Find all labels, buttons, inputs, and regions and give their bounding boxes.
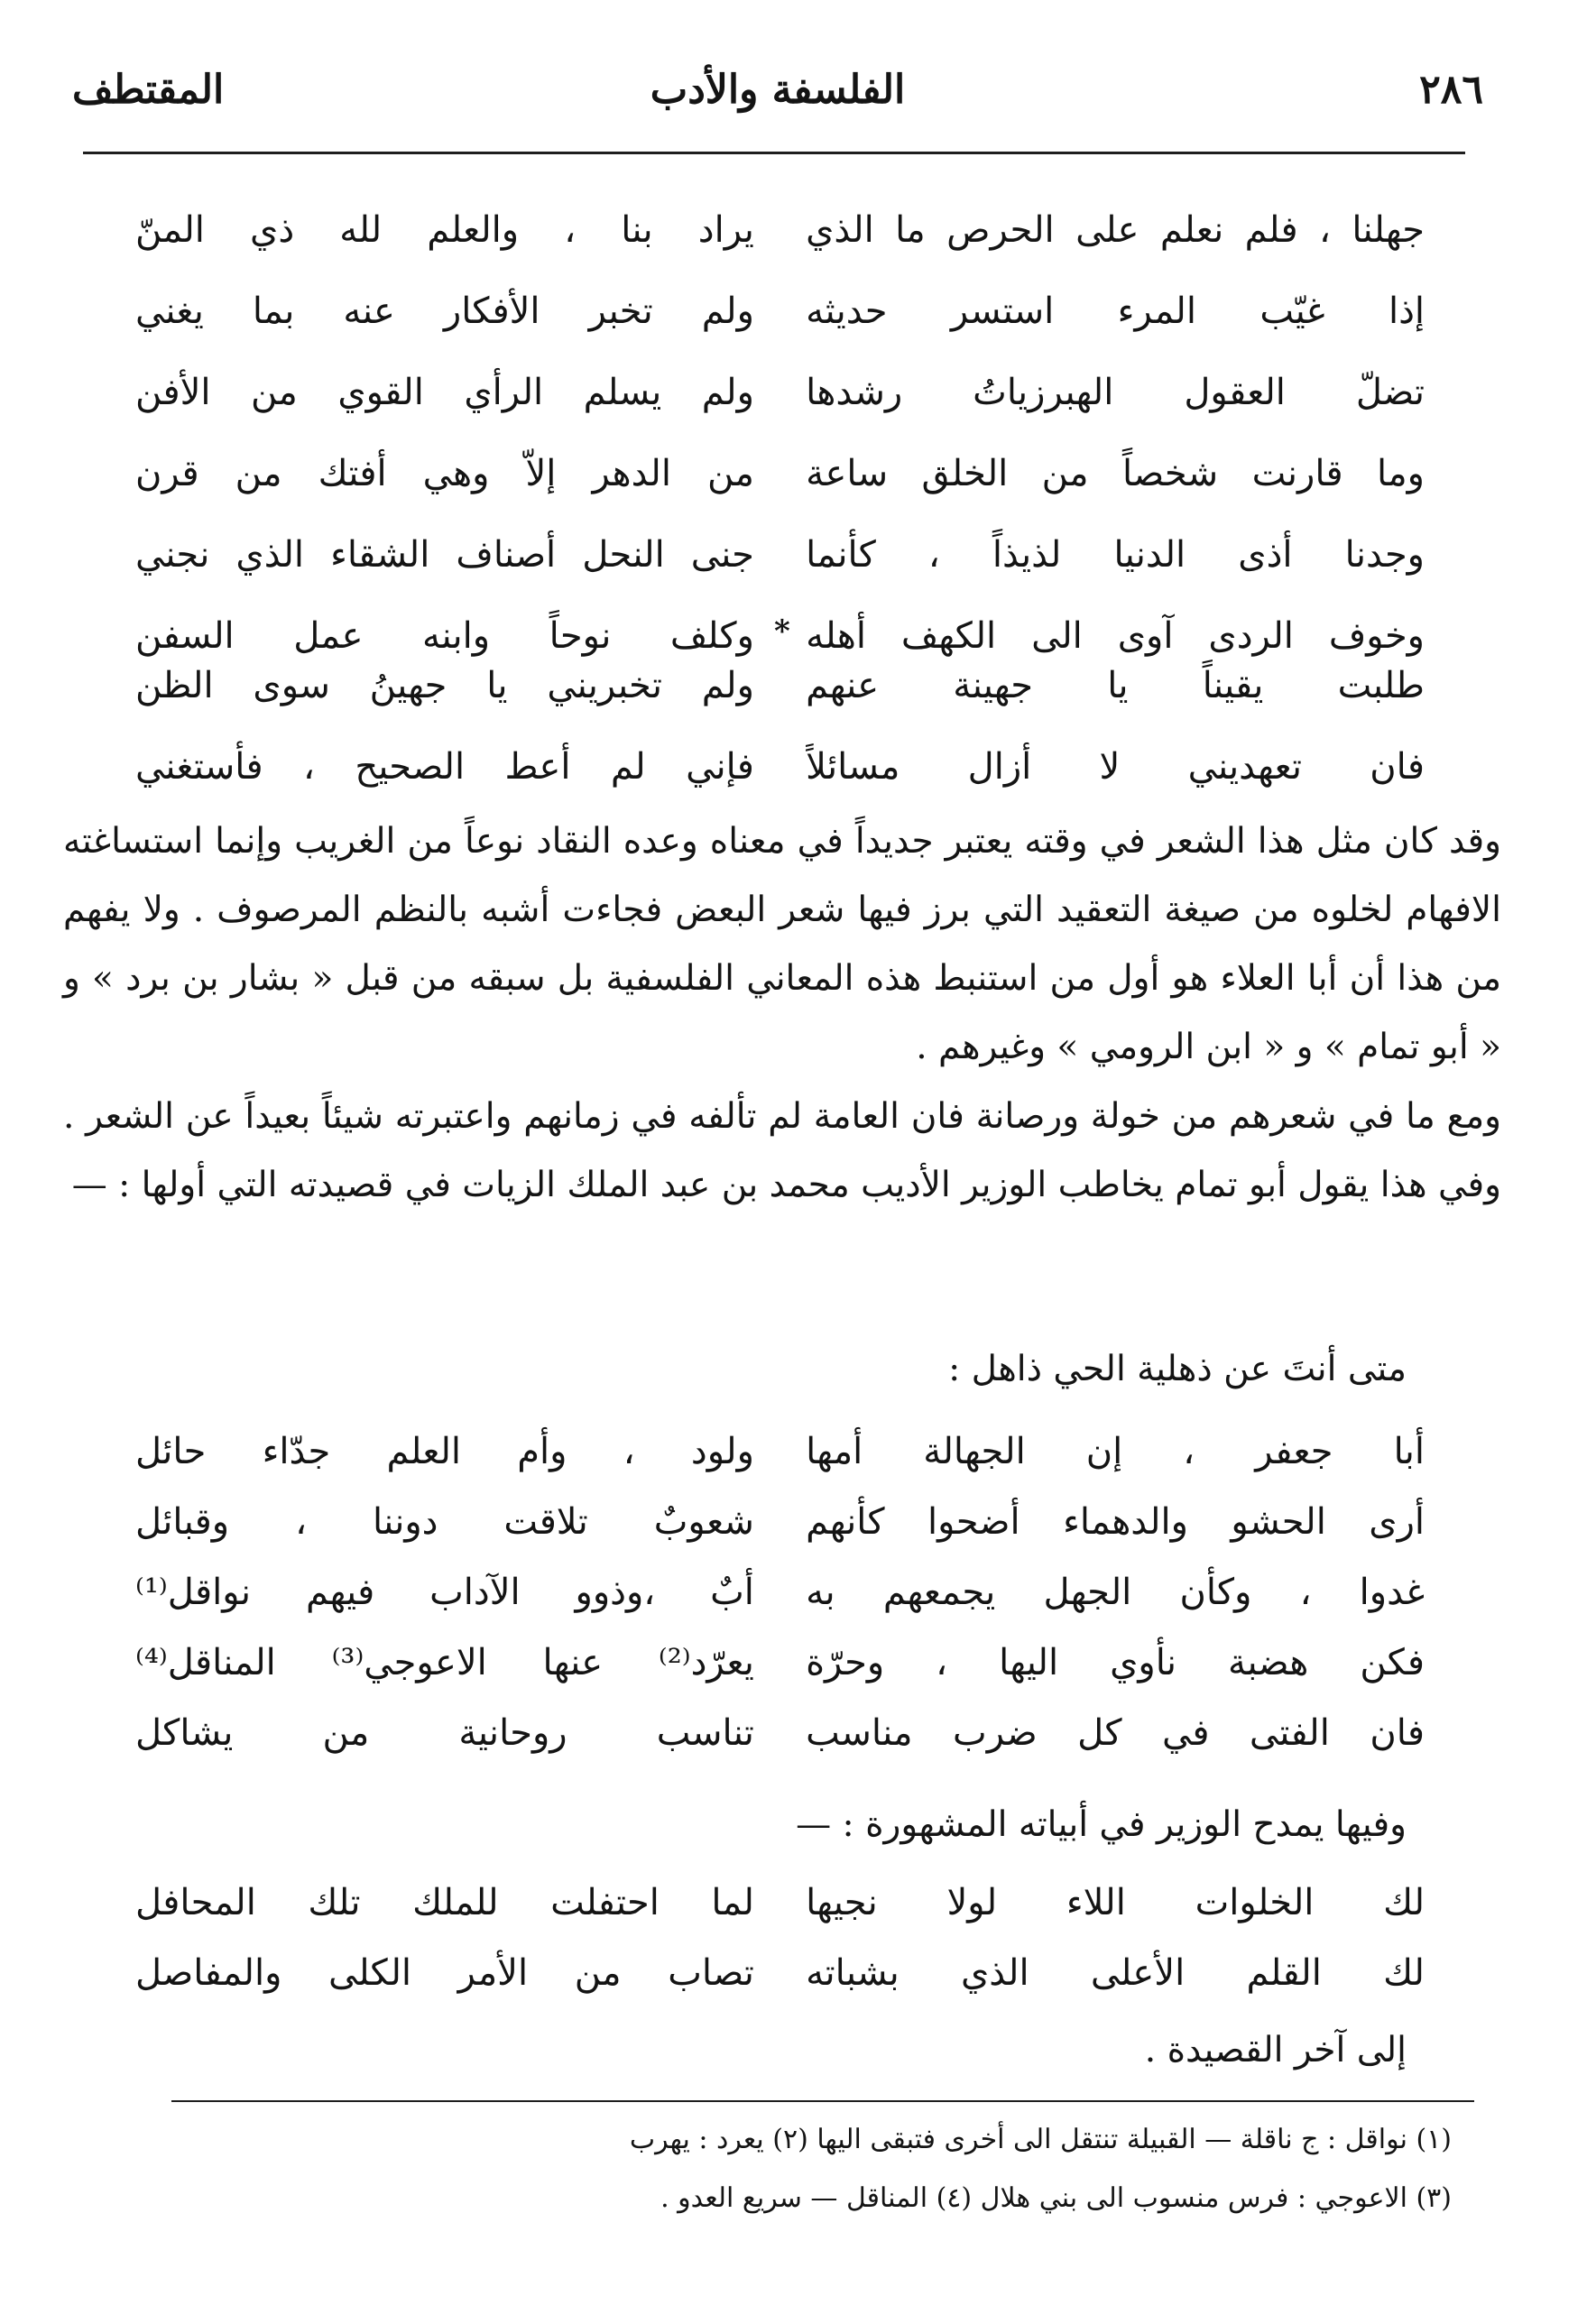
intro-line: وفيها يمدح الوزير في أبياته المشهورة : — xyxy=(796,1804,1407,1845)
footnote-rule xyxy=(171,2100,1474,2102)
first-hemistich: فان تعهديني لا أزال مسائلاً xyxy=(806,746,1425,788)
first-hemistich: جهلنا ، فلم نعلم على الحرص ما الذي xyxy=(806,209,1425,251)
second-hemistich: ولم يسلم الرأي القوي من الأفن xyxy=(135,372,754,413)
prose-paragraph-2 xyxy=(63,1083,1501,1220)
footnote-line: (٣) الاعوجي : فرس منسوب الى بني هلال (٤) المناقل — سريع العدو . xyxy=(660,2182,1452,2214)
second-hemistich: ولود ، وأم العلم جدّاء حائل xyxy=(135,1431,754,1472)
first-hemistich: لك القلم الأعلى الذي بشباته xyxy=(806,1952,1425,1994)
second-hemistich: تصاب من الأمر الكلى والمفاصل xyxy=(135,1952,754,1994)
first-hemistich: إذا غيّب المرء استسر حديثه xyxy=(806,290,1425,332)
verse xyxy=(135,1557,1425,1628)
poem-block-2 xyxy=(135,645,1425,807)
verse xyxy=(135,352,1425,433)
second-hemistich: لما احتفلت للملك تلك المحافل xyxy=(135,1882,754,1923)
second-hemistich: وكلف نوحاً وابنه عمل السفن xyxy=(135,615,754,657)
verse xyxy=(135,645,1425,726)
verse xyxy=(135,433,1425,514)
first-hemistich: غدوا ، وكأن الجهل يجمعهم به xyxy=(806,1572,1425,1613)
paragraph-text: ومع ما في شعرهم من خولة ورصانة فان العامة لم تألفه في زمانهم واعتبرته شيئاً بعيداً عن الشعر . وفي هذا يقول أبو تمام يخاطب الوزير الأديب محمد بن عبد الملك الزيات في قصيدته التي أولها : — xyxy=(63,1096,1501,1205)
first-hemistich: لك الخلوات اللاء لولا نجيها xyxy=(806,1882,1425,1923)
verse xyxy=(135,1938,1425,2008)
first-hemistich: وخوف الردى آوى الى الكهف أهله xyxy=(806,615,1425,657)
footnote-line: (١) نواقل : ج ناقلة — القبيلة تنتقل الى أخرى فتبقى اليها (٢) يعرد : يهرب xyxy=(629,2124,1452,2155)
first-hemistich: وما قارنت شخصاً من الخلق ساعة xyxy=(806,453,1425,494)
verse xyxy=(135,726,1425,807)
first-hemistich: وجدنا أذى الدنيا لذيذاً ، كأنما xyxy=(806,534,1425,576)
first-hemistich: طلبت يقيناً يا جهينة عنهم xyxy=(806,665,1425,706)
verse xyxy=(135,271,1425,352)
verse xyxy=(135,1868,1425,1938)
asterisk-mark: * xyxy=(774,613,790,650)
verse xyxy=(135,189,1425,271)
verse xyxy=(135,1628,1425,1698)
first-hemistich: تضلّ العقول الهبرزياتُ رشدها xyxy=(806,372,1425,413)
header-rule xyxy=(83,152,1465,154)
second-hemistich: أبٌ ،وذوو الآداب فيهم نواقل⁽¹⁾ xyxy=(135,1572,754,1613)
second-hemistich: فإني لم أعط الصحيح ، فأستغني xyxy=(135,746,754,788)
prose-paragraph-1 xyxy=(63,807,1501,1082)
paragraph-text: وقد كان مثل هذا الشعر في وقته يعتبر جديداً في معناه وعده النقاد نوعاً من الغريب وإنما استساغته الافهام لخلوه من صيغة التعقيد التي برز فيها شعر البعض فجاءت أشبه بالنظم المرصوف . ولا يفهم من هذا أن أبا العلاء هو أول من استنبط هذه المعاني الفلسفية بل سبقه من قبل « بشار بن برد » و « أبو تمام » و « ابن الرومي » وغيرهم . xyxy=(63,821,1501,1067)
second-hemistich: جنى النحل أصناف الشقاء الذي نجني xyxy=(135,534,754,576)
verse xyxy=(135,1416,1425,1487)
second-hemistich: ولم تخبريني يا جهينُ سوى الظن xyxy=(135,665,754,706)
second-hemistich: يعرّد⁽²⁾ عنها الاعوجي⁽³⁾ المناقل⁽⁴⁾ xyxy=(135,1642,754,1683)
verse xyxy=(135,514,1425,595)
poem-block-1 xyxy=(135,189,1425,677)
second-hemistich: تناسب روحانية من يشاكل xyxy=(135,1712,754,1754)
page-title: الفلسفة والأدب xyxy=(650,67,906,113)
poem-block-4 xyxy=(135,1868,1425,2008)
page-number: ٢٨٦ xyxy=(1419,67,1483,113)
verse xyxy=(135,1487,1425,1557)
closing-line: إلى آخر القصيدة . xyxy=(1144,2030,1407,2070)
verse xyxy=(135,1698,1425,1768)
first-hemistich: أبا جعفر ، إن الجهالة أمها xyxy=(806,1431,1425,1472)
poem-block-3 xyxy=(135,1416,1425,1768)
journal-name: المقتطف xyxy=(72,67,225,113)
second-hemistich: من الدهر إلاّ وهي أفتك من قرن xyxy=(135,453,754,494)
first-hemistich: فكن هضبة نأوي اليها ، وحرّة xyxy=(806,1642,1425,1683)
first-hemistich: أرى الحشو والدهماء أضحوا كأنهم xyxy=(806,1501,1425,1543)
running-header xyxy=(72,54,1483,126)
second-hemistich: شعوبٌ تلاقت دوننا ، وقبائل xyxy=(135,1501,754,1543)
first-verse-line: متى أنتَ عن ذهلية الحي ذاهل : xyxy=(948,1349,1407,1389)
second-hemistich: يراد بنا ، والعلم لله ذي المنّ xyxy=(135,209,754,251)
second-hemistich: ولم تخبر الأفكار عنه بما يغني xyxy=(135,290,754,332)
first-hemistich: فان الفتى في كل ضرب مناسب xyxy=(806,1712,1425,1754)
